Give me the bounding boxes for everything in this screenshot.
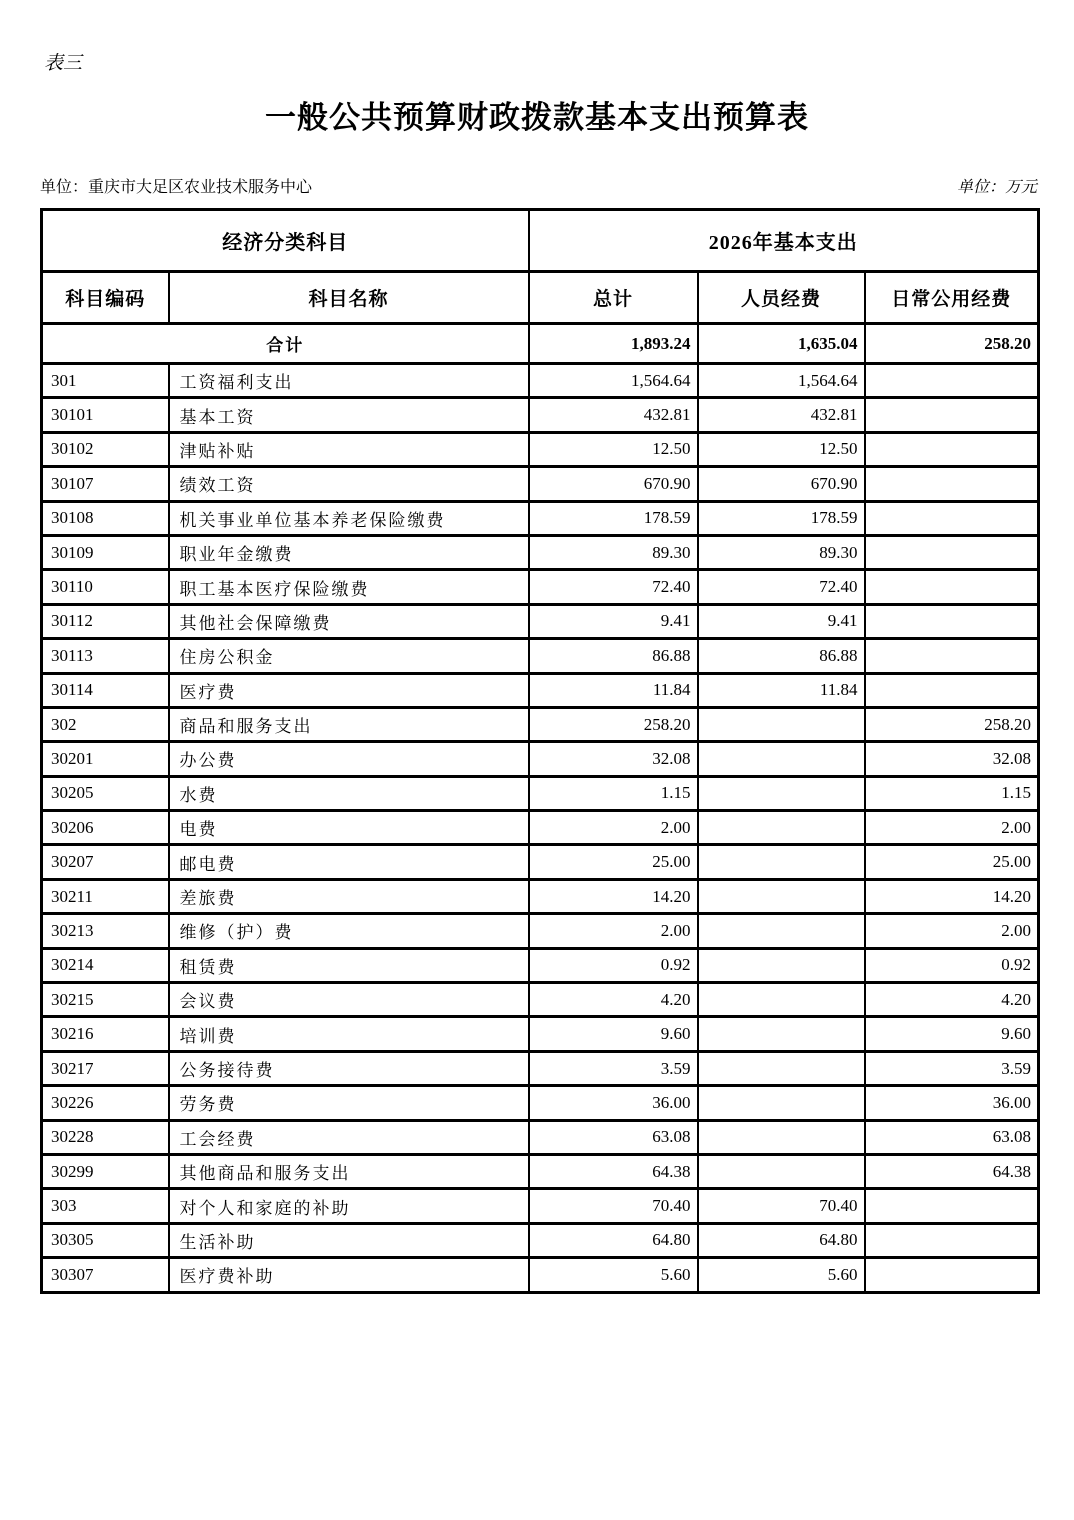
cell-personnel	[698, 914, 865, 948]
cell-total: 11.84	[529, 673, 698, 707]
cell-total: 2.00	[529, 914, 698, 948]
cell-total: 14.20	[529, 879, 698, 913]
cell-total: 72.40	[529, 570, 698, 604]
cell-subject-code: 30108	[42, 501, 169, 535]
cell-subject-name: 基本工资	[169, 398, 529, 432]
cell-personnel	[698, 707, 865, 741]
cell-total: 4.20	[529, 983, 698, 1017]
table-row	[42, 1017, 1039, 1051]
cell-daily: 2.00	[865, 914, 1039, 948]
cell-total: 3.59	[529, 1051, 698, 1085]
table-row	[42, 604, 1039, 638]
cell-personnel	[698, 811, 865, 845]
cell-total: 178.59	[529, 501, 698, 535]
cell-daily: 32.08	[865, 742, 1039, 776]
cell-daily: 4.20	[865, 983, 1039, 1017]
cell-subject-name: 职业年金缴费	[169, 535, 529, 569]
cell-total: 1,564.64	[529, 364, 698, 398]
col-header-total: 总计	[529, 272, 698, 324]
cell-personnel: 86.88	[698, 639, 865, 673]
table-row	[42, 811, 1039, 845]
currency-unit-label: 单位：万元	[956, 179, 1037, 196]
cell-subject-code: 303	[42, 1189, 169, 1223]
table-row	[42, 1154, 1039, 1188]
table-row	[42, 501, 1039, 535]
table-row	[42, 1086, 1039, 1120]
cell-personnel	[698, 742, 865, 776]
cell-daily	[865, 501, 1039, 535]
table-row	[42, 673, 1039, 707]
cell-subject-name: 办公费	[169, 742, 529, 776]
organization-unit-label: 单位：重庆市大足区农业技术服务中心	[40, 179, 313, 196]
total-row	[42, 324, 1039, 364]
cell-personnel: 670.90	[698, 467, 865, 501]
total-row-personnel: 1,635.04	[698, 324, 865, 364]
table-row	[42, 1223, 1039, 1257]
cell-personnel: 178.59	[698, 501, 865, 535]
cell-personnel	[698, 1086, 865, 1120]
col-header-subject-code: 科目编码	[42, 272, 169, 324]
cell-total: 9.60	[529, 1017, 698, 1051]
cell-subject-code: 30112	[42, 604, 169, 638]
cell-daily: 14.20	[865, 879, 1039, 913]
cell-total: 64.80	[529, 1223, 698, 1257]
col-header-personnel-funds: 人员经费	[698, 272, 865, 324]
col-header-daily-public-funds: 日常公用经费	[865, 272, 1039, 324]
cell-daily: 36.00	[865, 1086, 1039, 1120]
cell-subject-name: 医疗费	[169, 673, 529, 707]
table-row	[42, 948, 1039, 982]
cell-personnel: 1,564.64	[698, 364, 865, 398]
cell-total: 2.00	[529, 811, 698, 845]
table-row	[42, 570, 1039, 604]
cell-subject-name: 租赁费	[169, 948, 529, 982]
cell-subject-code: 30206	[42, 811, 169, 845]
cell-personnel	[698, 879, 865, 913]
unit-row	[40, 174, 1037, 197]
cell-subject-name: 对个人和家庭的补助	[169, 1189, 529, 1223]
cell-subject-name: 医疗费补助	[169, 1258, 529, 1292]
cell-subject-code: 30101	[42, 398, 169, 432]
cell-subject-name: 水费	[169, 776, 529, 810]
table-row	[42, 398, 1039, 432]
cell-daily: 258.20	[865, 707, 1039, 741]
cell-daily	[865, 364, 1039, 398]
cell-personnel	[698, 776, 865, 810]
cell-subject-code: 30110	[42, 570, 169, 604]
cell-daily: 9.60	[865, 1017, 1039, 1051]
cell-subject-name: 维修（护）费	[169, 914, 529, 948]
cell-total: 70.40	[529, 1189, 698, 1223]
cell-personnel	[698, 1017, 865, 1051]
cell-subject-name: 工资福利支出	[169, 364, 529, 398]
cell-subject-name: 公务接待费	[169, 1051, 529, 1085]
table-row	[42, 467, 1039, 501]
cell-total: 64.38	[529, 1154, 698, 1188]
table-row	[42, 845, 1039, 879]
cell-personnel: 5.60	[698, 1258, 865, 1292]
cell-subject-name: 生活补助	[169, 1223, 529, 1257]
cell-personnel: 12.50	[698, 432, 865, 466]
cell-personnel: 70.40	[698, 1189, 865, 1223]
cell-subject-code: 30205	[42, 776, 169, 810]
cell-daily: 25.00	[865, 845, 1039, 879]
cell-daily	[865, 1189, 1039, 1223]
cell-total: 258.20	[529, 707, 698, 741]
cell-daily	[865, 570, 1039, 604]
cell-subject-name: 会议费	[169, 983, 529, 1017]
cell-total: 63.08	[529, 1120, 698, 1154]
cell-personnel	[698, 983, 865, 1017]
cell-total: 1.15	[529, 776, 698, 810]
table-row	[42, 879, 1039, 913]
table-row	[42, 639, 1039, 673]
cell-daily	[865, 398, 1039, 432]
cell-daily	[865, 535, 1039, 569]
cell-subject-name: 职工基本医疗保险缴费	[169, 570, 529, 604]
cell-personnel	[698, 1120, 865, 1154]
cell-daily	[865, 1258, 1039, 1292]
cell-subject-code: 30217	[42, 1051, 169, 1085]
budget-table	[40, 208, 1040, 1294]
cell-subject-code: 30211	[42, 879, 169, 913]
total-row-daily: 258.20	[865, 324, 1039, 364]
cell-daily	[865, 673, 1039, 707]
cell-personnel	[698, 845, 865, 879]
cell-daily: 64.38	[865, 1154, 1039, 1188]
cell-daily: 3.59	[865, 1051, 1039, 1085]
cell-personnel: 11.84	[698, 673, 865, 707]
table-row	[42, 914, 1039, 948]
cell-daily	[865, 639, 1039, 673]
cell-subject-name: 机关事业单位基本养老保险缴费	[169, 501, 529, 535]
cell-daily: 1.15	[865, 776, 1039, 810]
cell-total: 432.81	[529, 398, 698, 432]
cell-subject-name: 商品和服务支出	[169, 707, 529, 741]
cell-daily: 0.92	[865, 948, 1039, 982]
cell-subject-name: 差旅费	[169, 879, 529, 913]
page-title: 一般公共预算财政拨款基本支出预算表	[265, 100, 809, 135]
cell-subject-name: 邮电费	[169, 845, 529, 879]
cell-total: 12.50	[529, 432, 698, 466]
cell-subject-code: 30102	[42, 432, 169, 466]
cell-subject-code: 30214	[42, 948, 169, 982]
cell-subject-code: 30307	[42, 1258, 169, 1292]
cell-subject-name: 绩效工资	[169, 467, 529, 501]
cell-subject-code: 30213	[42, 914, 169, 948]
cell-total: 9.41	[529, 604, 698, 638]
cell-subject-name: 劳务费	[169, 1086, 529, 1120]
cell-daily	[865, 432, 1039, 466]
total-row-total: 1,893.24	[529, 324, 698, 364]
cell-total: 5.60	[529, 1258, 698, 1292]
table-row	[42, 1120, 1039, 1154]
cell-subject-code: 301	[42, 364, 169, 398]
table-row	[42, 1189, 1039, 1223]
cell-subject-code: 30216	[42, 1017, 169, 1051]
cell-total: 670.90	[529, 467, 698, 501]
table-row	[42, 535, 1039, 569]
cell-subject-code: 302	[42, 707, 169, 741]
table-row	[42, 1258, 1039, 1292]
cell-total: 89.30	[529, 535, 698, 569]
cell-total: 32.08	[529, 742, 698, 776]
cell-total: 25.00	[529, 845, 698, 879]
cell-subject-name: 培训费	[169, 1017, 529, 1051]
cell-subject-name: 其他商品和服务支出	[169, 1154, 529, 1188]
cell-subject-code: 30114	[42, 673, 169, 707]
cell-subject-code: 30305	[42, 1223, 169, 1257]
cell-personnel: 72.40	[698, 570, 865, 604]
table-row	[42, 432, 1039, 466]
table-header-group-row	[42, 210, 1039, 272]
cell-total: 36.00	[529, 1086, 698, 1120]
header-2026-basic-expenditure: 2026年基本支出	[529, 210, 1039, 272]
cell-subject-code: 30207	[42, 845, 169, 879]
cell-subject-code: 30226	[42, 1086, 169, 1120]
table-row	[42, 364, 1039, 398]
cell-subject-code: 30215	[42, 983, 169, 1017]
cell-total: 86.88	[529, 639, 698, 673]
cell-subject-name: 津贴补贴	[169, 432, 529, 466]
table-number-label: 表三	[44, 53, 83, 74]
cell-subject-code: 30299	[42, 1154, 169, 1188]
cell-personnel: 89.30	[698, 535, 865, 569]
table-row	[42, 707, 1039, 741]
cell-personnel: 9.41	[698, 604, 865, 638]
cell-total: 0.92	[529, 948, 698, 982]
table-row	[42, 776, 1039, 810]
cell-subject-code: 30107	[42, 467, 169, 501]
cell-personnel	[698, 948, 865, 982]
cell-daily	[865, 1223, 1039, 1257]
cell-daily	[865, 604, 1039, 638]
table-column-header-row	[42, 272, 1039, 324]
table-row	[42, 1051, 1039, 1085]
cell-subject-name: 电费	[169, 811, 529, 845]
cell-personnel	[698, 1051, 865, 1085]
col-header-subject-name: 科目名称	[169, 272, 529, 324]
table-row	[42, 983, 1039, 1017]
cell-subject-code: 30228	[42, 1120, 169, 1154]
cell-subject-name: 其他社会保障缴费	[169, 604, 529, 638]
cell-personnel: 64.80	[698, 1223, 865, 1257]
table-row	[42, 742, 1039, 776]
header-economic-classification: 经济分类科目	[42, 210, 529, 272]
cell-subject-code: 30201	[42, 742, 169, 776]
cell-personnel	[698, 1154, 865, 1188]
total-row-label: 合计	[42, 324, 529, 364]
cell-subject-name: 工会经费	[169, 1120, 529, 1154]
cell-daily: 2.00	[865, 811, 1039, 845]
cell-daily	[865, 467, 1039, 501]
cell-daily: 63.08	[865, 1120, 1039, 1154]
cell-subject-name: 住房公积金	[169, 639, 529, 673]
cell-personnel: 432.81	[698, 398, 865, 432]
cell-subject-code: 30109	[42, 535, 169, 569]
cell-subject-code: 30113	[42, 639, 169, 673]
